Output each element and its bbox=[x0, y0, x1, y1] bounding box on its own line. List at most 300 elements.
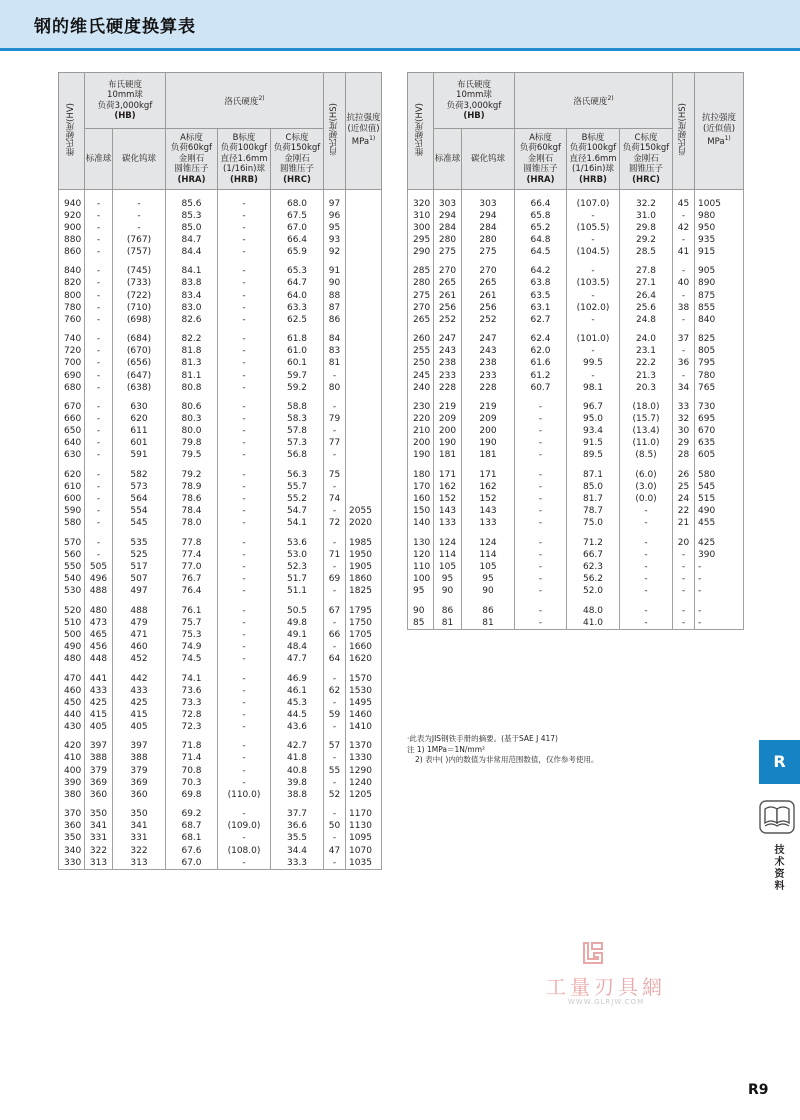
table-cell: - bbox=[85, 290, 113, 302]
table-cell: 62.3 bbox=[567, 561, 620, 573]
spacer-cell bbox=[59, 462, 85, 469]
table-row bbox=[408, 549, 744, 561]
watermark bbox=[536, 940, 676, 1020]
table-cell: 570 bbox=[59, 537, 85, 549]
table-cell: - bbox=[85, 265, 113, 277]
table-cell: 114 bbox=[434, 549, 462, 561]
table-cell: 905 bbox=[695, 265, 744, 277]
table-cell: 1620 bbox=[346, 653, 382, 665]
table-cell: - bbox=[218, 697, 271, 709]
table-cell: 425 bbox=[85, 697, 113, 709]
table-cell: 247 bbox=[462, 333, 515, 345]
table-row bbox=[59, 493, 382, 505]
table-row bbox=[59, 449, 382, 461]
table-cell: 611 bbox=[113, 425, 166, 437]
table-cell: - bbox=[673, 573, 695, 585]
table-cell: 240 bbox=[408, 382, 434, 394]
table-cell: 81.3 bbox=[166, 357, 218, 369]
table-cell: 465 bbox=[85, 629, 113, 641]
table-cell: 22 bbox=[673, 505, 695, 517]
table-cell: 124 bbox=[462, 537, 515, 549]
table-cell: - bbox=[218, 198, 271, 210]
table-cell: 488 bbox=[85, 585, 113, 597]
spacer-cell bbox=[324, 462, 346, 469]
table-cell: 270 bbox=[434, 265, 462, 277]
table-cell: 37 bbox=[673, 333, 695, 345]
table-cell: 1985 bbox=[346, 537, 382, 549]
table-cell: 441 bbox=[85, 673, 113, 685]
table-row bbox=[59, 820, 382, 832]
table-cell: 58.3 bbox=[271, 413, 324, 425]
table-cell: 48.4 bbox=[271, 641, 324, 653]
table-cell: 517 bbox=[113, 561, 166, 573]
spacer-cell bbox=[567, 326, 620, 333]
table-cell: 370 bbox=[59, 808, 85, 820]
table-row bbox=[59, 437, 382, 449]
spacer-cell bbox=[515, 597, 567, 604]
table-cell: 80.6 bbox=[166, 401, 218, 413]
table-cell: - bbox=[515, 481, 567, 493]
table-cell: 36 bbox=[673, 357, 695, 369]
table-cell: 322 bbox=[85, 845, 113, 857]
table-cell: - bbox=[218, 234, 271, 246]
note-1: 注 1) 1MPa＝1N/mm² bbox=[407, 744, 486, 754]
table-cell: 294 bbox=[462, 210, 515, 222]
spacer-cell bbox=[515, 258, 567, 265]
table-cell: 38.8 bbox=[271, 789, 324, 801]
table-cell: 280 bbox=[462, 234, 515, 246]
spacer-cell bbox=[324, 665, 346, 672]
section-tab-r[interactable]: R bbox=[759, 740, 800, 784]
spacer-cell bbox=[166, 326, 218, 333]
table-row bbox=[59, 808, 382, 820]
table-cell: 261 bbox=[462, 290, 515, 302]
spacer-cell bbox=[271, 258, 324, 265]
table-cell bbox=[346, 437, 382, 449]
table-cell: 520 bbox=[59, 605, 85, 617]
table-cell: 600 bbox=[59, 493, 85, 505]
table-cell: - bbox=[218, 832, 271, 844]
table-cell: 74 bbox=[324, 493, 346, 505]
table-cell: 780 bbox=[59, 302, 85, 314]
table-cell: 209 bbox=[434, 413, 462, 425]
table-row bbox=[408, 302, 744, 314]
table-cell: 62.7 bbox=[515, 314, 567, 326]
table-row bbox=[59, 605, 382, 617]
spacer-cell bbox=[166, 190, 218, 198]
table-row bbox=[59, 290, 382, 302]
spacer-cell bbox=[567, 394, 620, 401]
table-cell: 430 bbox=[59, 721, 85, 733]
hardness-table-right bbox=[407, 72, 744, 630]
table-cell: - bbox=[324, 752, 346, 764]
table-cell: 61.2 bbox=[515, 370, 567, 382]
spacer-cell bbox=[434, 394, 462, 401]
table-cell: 303 bbox=[434, 198, 462, 210]
spacer-cell bbox=[346, 258, 382, 265]
table-cell: 57 bbox=[324, 740, 346, 752]
table-row bbox=[59, 697, 382, 709]
table-cell: 140 bbox=[408, 517, 434, 529]
spacer-cell bbox=[59, 529, 85, 536]
table-cell: 58.8 bbox=[271, 401, 324, 413]
table-row bbox=[59, 333, 382, 345]
table-cell: 940 bbox=[59, 198, 85, 210]
spacer-cell bbox=[515, 326, 567, 333]
table-cell: 133 bbox=[434, 517, 462, 529]
table-cell: 97 bbox=[324, 198, 346, 210]
table-cell: (0.0) bbox=[620, 493, 673, 505]
table-row bbox=[408, 617, 744, 630]
table-cell: 350 bbox=[59, 832, 85, 844]
table-cell: 825 bbox=[695, 333, 744, 345]
spacer-cell bbox=[673, 394, 695, 401]
table-row bbox=[408, 505, 744, 517]
table-cell: 34.4 bbox=[271, 845, 324, 857]
spacer-cell bbox=[59, 597, 85, 604]
carbide-ball-header: 碳化钨球 bbox=[462, 129, 515, 190]
table-cell: 488 bbox=[113, 605, 166, 617]
table-cell: 415 bbox=[113, 709, 166, 721]
table-row bbox=[59, 685, 382, 697]
table-cell: - bbox=[567, 210, 620, 222]
table-cell: 660 bbox=[59, 413, 85, 425]
table-cell: 935 bbox=[695, 234, 744, 246]
table-row bbox=[408, 357, 744, 369]
spacer-cell bbox=[166, 801, 218, 808]
table-cell: 1095 bbox=[346, 832, 382, 844]
table-cell: 62.5 bbox=[271, 314, 324, 326]
table-cell: 60.1 bbox=[271, 357, 324, 369]
table-cell: 70.3 bbox=[166, 777, 218, 789]
table-cell: 270 bbox=[408, 302, 434, 314]
table-cell: - bbox=[515, 437, 567, 449]
table-cell: 81 bbox=[324, 357, 346, 369]
table-cell: 29.2 bbox=[620, 234, 673, 246]
spacer-cell bbox=[515, 190, 567, 198]
spacer-cell bbox=[620, 258, 673, 265]
table-cell: 73.3 bbox=[166, 697, 218, 709]
table-cell: (107.0) bbox=[567, 198, 620, 210]
header-accent-line bbox=[0, 48, 800, 51]
spacer-cell bbox=[462, 529, 515, 536]
table-cell: 85.6 bbox=[166, 198, 218, 210]
spacer-cell bbox=[673, 326, 695, 333]
table-cell: 670 bbox=[59, 401, 85, 413]
table-cell: - bbox=[85, 345, 113, 357]
table-cell: 162 bbox=[462, 481, 515, 493]
spacer-cell bbox=[324, 801, 346, 808]
table-cell: (105.5) bbox=[567, 222, 620, 234]
table-cell: - bbox=[515, 537, 567, 549]
table-cell: 68.0 bbox=[271, 198, 324, 210]
table-cell bbox=[346, 314, 382, 326]
spacer-cell bbox=[85, 190, 113, 198]
table-cell: - bbox=[324, 561, 346, 573]
table-cell: 65.2 bbox=[515, 222, 567, 234]
table-cell: - bbox=[113, 210, 166, 222]
table-cell: (102.0) bbox=[567, 302, 620, 314]
table-cell: (3.0) bbox=[620, 481, 673, 493]
watermark-logo-icon bbox=[580, 940, 606, 966]
table-cell: 24.8 bbox=[620, 314, 673, 326]
table-cell: 66 bbox=[324, 629, 346, 641]
spacer-cell bbox=[59, 801, 85, 808]
table-cell: 82.2 bbox=[166, 333, 218, 345]
table-cell: 275 bbox=[408, 290, 434, 302]
table-cell: 379 bbox=[113, 765, 166, 777]
table-cell: 61.8 bbox=[271, 333, 324, 345]
table-cell: 473 bbox=[85, 617, 113, 629]
table-cell: 78.4 bbox=[166, 505, 218, 517]
table-cell: 45.3 bbox=[271, 697, 324, 709]
spacer-cell bbox=[434, 190, 462, 198]
spacer-cell bbox=[620, 529, 673, 536]
table-cell: 32 bbox=[673, 413, 695, 425]
table-cell: - bbox=[620, 517, 673, 529]
spacer-cell bbox=[434, 529, 462, 536]
spacer-cell bbox=[567, 258, 620, 265]
table-cell: 405 bbox=[113, 721, 166, 733]
table-cell: (13.4) bbox=[620, 425, 673, 437]
hra-header: A标度 负荷60kgf 金刚石 圆锥压子 (HRA) bbox=[166, 129, 218, 190]
spacer-cell bbox=[695, 462, 744, 469]
spacer-cell bbox=[408, 462, 434, 469]
table-cell: 238 bbox=[462, 357, 515, 369]
table-cell: 74.1 bbox=[166, 673, 218, 685]
table-cell: 410 bbox=[59, 752, 85, 764]
table-cell: 245 bbox=[408, 370, 434, 382]
table-cell: - bbox=[218, 437, 271, 449]
table-cell: 64.8 bbox=[515, 234, 567, 246]
table-cell: - bbox=[85, 234, 113, 246]
hra-header: A标度 负荷60kgf 金刚石 圆锥压子 (HRA) bbox=[515, 129, 567, 190]
table-cell: 605 bbox=[695, 449, 744, 461]
table-cell: 25.6 bbox=[620, 302, 673, 314]
table-cell: 219 bbox=[462, 401, 515, 413]
table-cell bbox=[346, 449, 382, 461]
table-cell: 78.7 bbox=[567, 505, 620, 517]
table-cell bbox=[346, 401, 382, 413]
table-cell: 1825 bbox=[346, 585, 382, 597]
table-cell: - bbox=[85, 198, 113, 210]
table-cell: 635 bbox=[695, 437, 744, 449]
table-cell: 76.4 bbox=[166, 585, 218, 597]
table-cell: - bbox=[673, 585, 695, 597]
table-cell: - bbox=[620, 549, 673, 561]
table-cell: 63.5 bbox=[515, 290, 567, 302]
table-cell: 505 bbox=[85, 561, 113, 573]
table-row bbox=[59, 721, 382, 733]
table-row bbox=[408, 605, 744, 617]
table-cell: 59.7 bbox=[271, 370, 324, 382]
table-cell: 265 bbox=[434, 277, 462, 289]
page-title: 钢的维氏硬度换算表 bbox=[34, 17, 196, 37]
table-row bbox=[408, 314, 744, 326]
table-cell: 75.0 bbox=[567, 517, 620, 529]
table-cell: 890 bbox=[695, 277, 744, 289]
table-cell: 90 bbox=[324, 277, 346, 289]
spacer-cell bbox=[408, 597, 434, 604]
table-cell: 90 bbox=[462, 585, 515, 597]
table-row bbox=[59, 845, 382, 857]
table-cell: - bbox=[620, 617, 673, 630]
table-cell: 90 bbox=[434, 585, 462, 597]
table-cell: 56.2 bbox=[567, 573, 620, 585]
table-cell: 564 bbox=[113, 493, 166, 505]
table-cell: 480 bbox=[59, 653, 85, 665]
spacer-cell bbox=[218, 529, 271, 536]
table-cell: 47 bbox=[324, 845, 346, 857]
table-cell: 57.3 bbox=[271, 437, 324, 449]
table-cell: 33 bbox=[673, 401, 695, 413]
table-cell: 860 bbox=[59, 246, 85, 258]
table-cell: 582 bbox=[113, 469, 166, 481]
table-cell: 1240 bbox=[346, 777, 382, 789]
spacer-cell bbox=[346, 665, 382, 672]
table-cell: - bbox=[113, 222, 166, 234]
table-cell: 855 bbox=[695, 302, 744, 314]
table-row bbox=[59, 425, 382, 437]
table-cell: 46.9 bbox=[271, 673, 324, 685]
spacer-cell bbox=[218, 665, 271, 672]
spacer-cell bbox=[620, 326, 673, 333]
table-cell: 280 bbox=[434, 234, 462, 246]
table-body-left bbox=[59, 190, 382, 870]
table-cell: 460 bbox=[113, 641, 166, 653]
table-cell: 72 bbox=[324, 517, 346, 529]
table-cell: 601 bbox=[113, 437, 166, 449]
table-cell: 64.7 bbox=[271, 277, 324, 289]
table-cell: - bbox=[218, 752, 271, 764]
spacer-cell bbox=[324, 190, 346, 198]
table-cell: 275 bbox=[434, 246, 462, 258]
table-cell: 261 bbox=[434, 290, 462, 302]
table-cell: 920 bbox=[59, 210, 85, 222]
table-row bbox=[59, 653, 382, 665]
table-cell: - bbox=[515, 549, 567, 561]
table-cell: 44.5 bbox=[271, 709, 324, 721]
table-notes bbox=[407, 734, 598, 766]
table-cell: 545 bbox=[695, 481, 744, 493]
table-cell: - bbox=[620, 561, 673, 573]
spacer-cell bbox=[673, 462, 695, 469]
table-cell: 100 bbox=[408, 573, 434, 585]
hrb-header: B标度 负荷100kgf 直径1.6mm (1/16in)球 (HRB) bbox=[218, 129, 271, 190]
table-cell: 341 bbox=[85, 820, 113, 832]
table-row bbox=[59, 740, 382, 752]
table-cell: 200 bbox=[408, 437, 434, 449]
table-cell: 46.1 bbox=[271, 685, 324, 697]
hrc-header: C标度 负荷150kgf 金刚石 圆锥压子 (HRC) bbox=[620, 129, 673, 190]
table-cell: 143 bbox=[462, 505, 515, 517]
table-cell: 840 bbox=[59, 265, 85, 277]
table-cell: - bbox=[515, 449, 567, 461]
spacer-cell bbox=[271, 597, 324, 604]
table-cell: 580 bbox=[695, 469, 744, 481]
table-cell bbox=[346, 382, 382, 394]
table-cell: (710) bbox=[113, 302, 166, 314]
table-cell: 47.7 bbox=[271, 653, 324, 665]
spacer-cell bbox=[346, 597, 382, 604]
spacer-cell bbox=[218, 597, 271, 604]
spacer-cell bbox=[218, 258, 271, 265]
table-row bbox=[59, 246, 382, 258]
table-cell: - bbox=[218, 629, 271, 641]
table-cell: 61.6 bbox=[515, 357, 567, 369]
spacer-cell bbox=[113, 733, 166, 740]
table-cell: 83.0 bbox=[166, 302, 218, 314]
table-cell: 65.3 bbox=[271, 265, 324, 277]
table-cell: 86 bbox=[434, 605, 462, 617]
table-cell: 181 bbox=[462, 449, 515, 461]
note-source: ·此表为JIS钢铁手册的摘要。(基于SAE J 417) bbox=[407, 734, 558, 743]
table-cell: (101.0) bbox=[567, 333, 620, 345]
table-cell: 24 bbox=[673, 493, 695, 505]
spacer-cell bbox=[346, 801, 382, 808]
spacer-cell bbox=[346, 733, 382, 740]
table-cell: - bbox=[85, 277, 113, 289]
table-cell: 515 bbox=[695, 493, 744, 505]
table-cell: 57.8 bbox=[271, 425, 324, 437]
table-cell: - bbox=[515, 401, 567, 413]
table-cell: 62.0 bbox=[515, 345, 567, 357]
table-cell: (745) bbox=[113, 265, 166, 277]
table-cell: 243 bbox=[434, 345, 462, 357]
table-row bbox=[408, 561, 744, 573]
table-cell: 92 bbox=[324, 246, 346, 258]
table-cell: 450 bbox=[59, 697, 85, 709]
table-cell: 89.5 bbox=[567, 449, 620, 461]
table-cell bbox=[346, 277, 382, 289]
table-cell: 390 bbox=[695, 549, 744, 561]
spacer-cell bbox=[113, 597, 166, 604]
spacer-cell bbox=[113, 258, 166, 265]
table-cell: - bbox=[324, 857, 346, 870]
table-cell: 1290 bbox=[346, 765, 382, 777]
table-cell: 76.7 bbox=[166, 573, 218, 585]
table-cell: - bbox=[218, 505, 271, 517]
table-cell: 59 bbox=[324, 709, 346, 721]
table-row bbox=[59, 573, 382, 585]
spacer-cell bbox=[515, 529, 567, 536]
table-row bbox=[59, 370, 382, 382]
table-cell: - bbox=[673, 345, 695, 357]
table-cell: - bbox=[113, 198, 166, 210]
table-cell bbox=[346, 302, 382, 314]
table-cell: 28 bbox=[673, 449, 695, 461]
table-row bbox=[59, 265, 382, 277]
spacer-cell bbox=[515, 394, 567, 401]
table-cell: 379 bbox=[85, 765, 113, 777]
table-cell: 95 bbox=[408, 585, 434, 597]
table-cell: 52 bbox=[324, 789, 346, 801]
table-cell: (103.5) bbox=[567, 277, 620, 289]
table-cell: 114 bbox=[462, 549, 515, 561]
table-cell: 760 bbox=[59, 314, 85, 326]
spacer-cell bbox=[85, 529, 113, 536]
table-cell: 360 bbox=[59, 820, 85, 832]
spacer-cell bbox=[324, 326, 346, 333]
table-cell: 219 bbox=[434, 401, 462, 413]
table-cell: - bbox=[324, 505, 346, 517]
table-row bbox=[408, 198, 744, 210]
table-cell: 580 bbox=[59, 517, 85, 529]
table-row bbox=[59, 673, 382, 685]
table-cell: 90 bbox=[408, 605, 434, 617]
table-cell: 27.8 bbox=[620, 265, 673, 277]
table-cell: (110.0) bbox=[218, 789, 271, 801]
